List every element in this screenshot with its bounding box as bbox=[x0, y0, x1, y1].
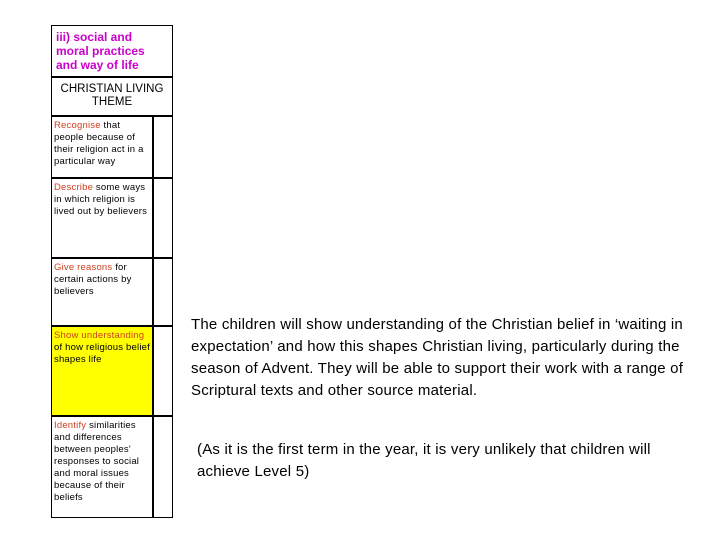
row-keyword: Give reasons bbox=[54, 262, 113, 273]
row-keyword: Recognise bbox=[54, 120, 101, 131]
theme-label-text: CHRISTIAN LIVING THEME bbox=[60, 83, 164, 108]
table-row bbox=[51, 116, 173, 178]
row-description: that people because of their religion act in a particular way bbox=[54, 120, 144, 167]
row-description: for certain actions by believers bbox=[54, 262, 132, 297]
table-row bbox=[51, 416, 173, 518]
row-keyword: Describe bbox=[54, 182, 94, 193]
level-cell bbox=[152, 179, 172, 257]
row-text bbox=[54, 262, 150, 298]
level-note: (As it is the first term in the year, it is very unlikely that children will achieve Level 5) bbox=[197, 441, 651, 480]
row-text bbox=[54, 420, 150, 504]
row-text bbox=[54, 182, 150, 218]
row-text bbox=[54, 330, 150, 366]
row-description: similarities and differences between peoples' responses to social and moral issues because of their beliefs bbox=[54, 420, 140, 503]
table-header bbox=[51, 25, 173, 77]
level-cell bbox=[152, 417, 172, 517]
table-header-text: iii) social and moral practices and way of life bbox=[56, 30, 145, 72]
row-keyword: Identify bbox=[54, 420, 87, 431]
row-text bbox=[54, 120, 150, 168]
level-cell bbox=[152, 117, 172, 177]
table-row bbox=[51, 178, 173, 258]
row-keyword: Show understanding bbox=[54, 330, 145, 341]
learning-outcome-paragraph: The children will show understanding of the Christian belief in ‘waiting in expectation’ and how this shapes Christian living, particularly during the season of Advent. They will be able to support their work with a range of Scriptural texts and other source material. bbox=[191, 316, 684, 399]
level-cell bbox=[152, 327, 172, 415]
table-row bbox=[51, 258, 173, 326]
level-cell bbox=[152, 259, 172, 325]
row-description: some ways in which religion is lived out by believers bbox=[54, 182, 148, 217]
row-description: of how religious belief shapes life bbox=[54, 342, 150, 365]
theme-label bbox=[51, 77, 173, 116]
table-row-highlighted bbox=[51, 326, 173, 416]
